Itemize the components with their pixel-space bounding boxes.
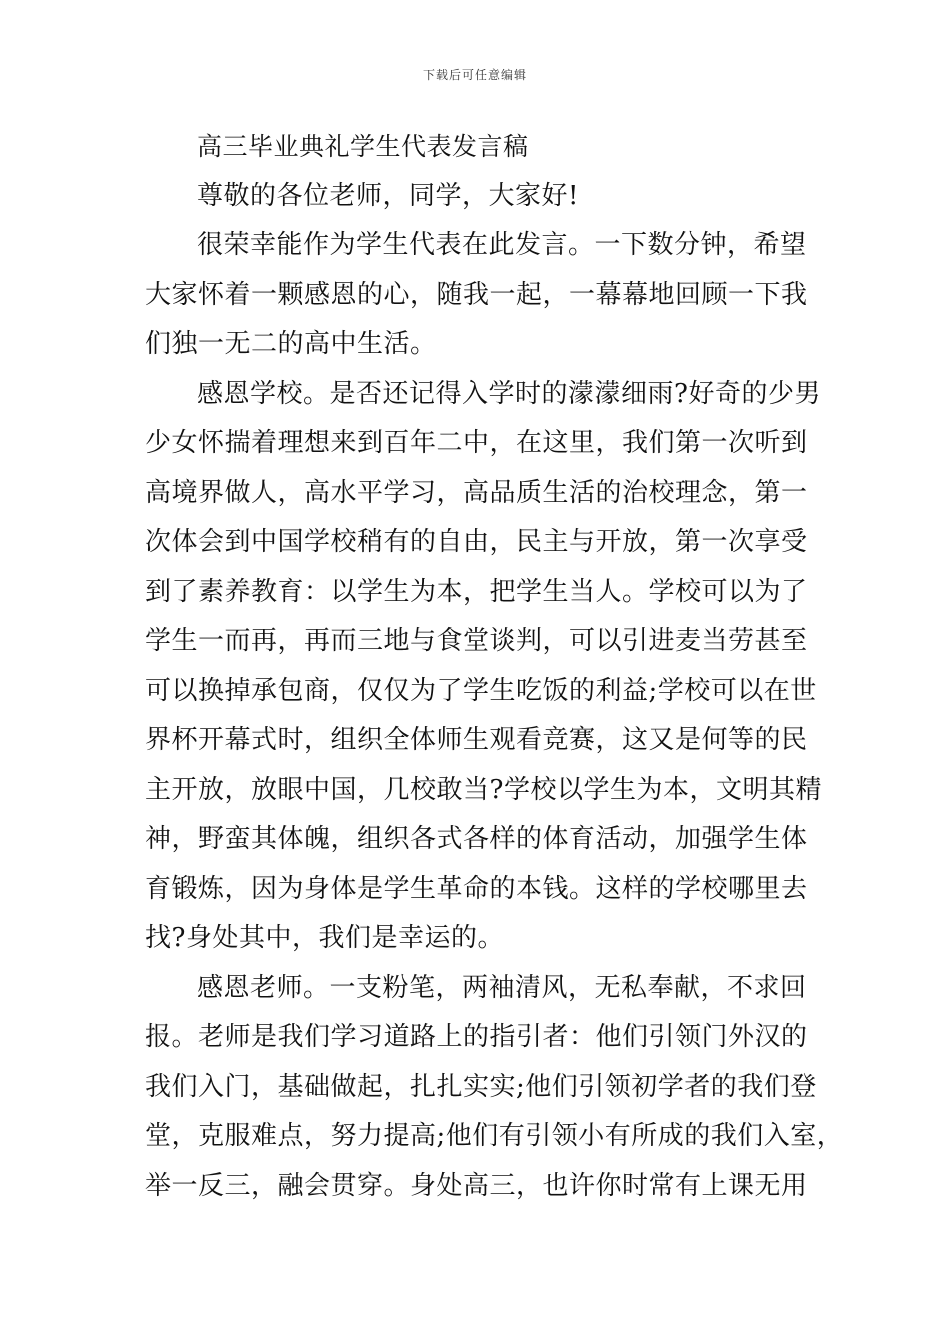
- paragraph-line: 感恩学校。是否还记得入学时的濛濛细雨?好奇的少男: [197, 378, 821, 409]
- paragraph-line: 主开放，放眼中国，几校敢当?学校以学生为本，文明其精: [145, 774, 822, 805]
- paragraph-line: 很荣幸能作为学生代表在此发言。一下数分钟，希望: [197, 230, 807, 260]
- paragraph-3: [145, 964, 844, 1212]
- paragraph-line: 育锻炼，因为身体是学生革命的本钱。这样的学校哪里去: [145, 873, 808, 904]
- paragraph-line: 我们入门，基础做起，扎扎实实;他们引领初学者的我们登: [145, 1071, 817, 1102]
- paragraph-line: 感恩老师。一支粉笔，两袖清风，无私奉献，不求回: [197, 972, 807, 1003]
- page-header: 下载后可任意编辑: [422, 68, 527, 82]
- paragraph-line: 可以换掉承包商，仅仅为了学生吃饭的利益;学校可以在世: [145, 675, 817, 706]
- greeting: 尊敬的各位老师，同学，大家好!: [197, 180, 579, 211]
- paragraph-line: 到了素养教育：以学生为本，把学生当人。学校可以为了: [145, 576, 808, 607]
- paragraph-line: 报。老师是我们学习道路上的指引者：他们引领门外汉的: [145, 1022, 808, 1052]
- paragraph-line: 神，野蛮其体魄，组织各式各样的体育活动，加强学生体: [145, 824, 808, 854]
- paragraph-line: 举一反三，融会贯穿。身处高三，也许你时常有上课无用: [145, 1170, 808, 1201]
- paragraph-line: 高境界做人，高水平学习，高品质生活的治校理念，第一: [145, 477, 808, 508]
- paragraph-line: 少女怀揣着理想来到百年二中，在这里，我们第一次听到: [145, 428, 808, 458]
- paragraph-1: [145, 221, 807, 370]
- paragraph-line: 找?身处其中，我们是幸运的。: [145, 923, 504, 953]
- paragraph-line: 大家怀着一颗感恩的心，随我一起，一幕幕地回顾一下我: [145, 279, 808, 310]
- paragraph-line: 界杯开幕式时，组织全体师生观看竞赛，这又是何等的民: [145, 725, 808, 755]
- paragraph-line: 学生一而再，再而三地与食堂谈判，可以引进麦当劳甚至: [145, 626, 808, 656]
- document-body: [145, 122, 844, 1211]
- document-title: 高三毕业典礼学生代表发言稿: [197, 132, 529, 161]
- paragraph-line: 们独一无二的高中生活。: [145, 329, 437, 359]
- paragraph-line: 次体会到中国学校稍有的自由，民主与开放，第一次享受: [145, 527, 808, 557]
- paragraph-2: [145, 370, 822, 964]
- paragraph-line: 堂，克服难点，努力提高;他们有引领小有所成的我们入室，: [145, 1121, 844, 1151]
